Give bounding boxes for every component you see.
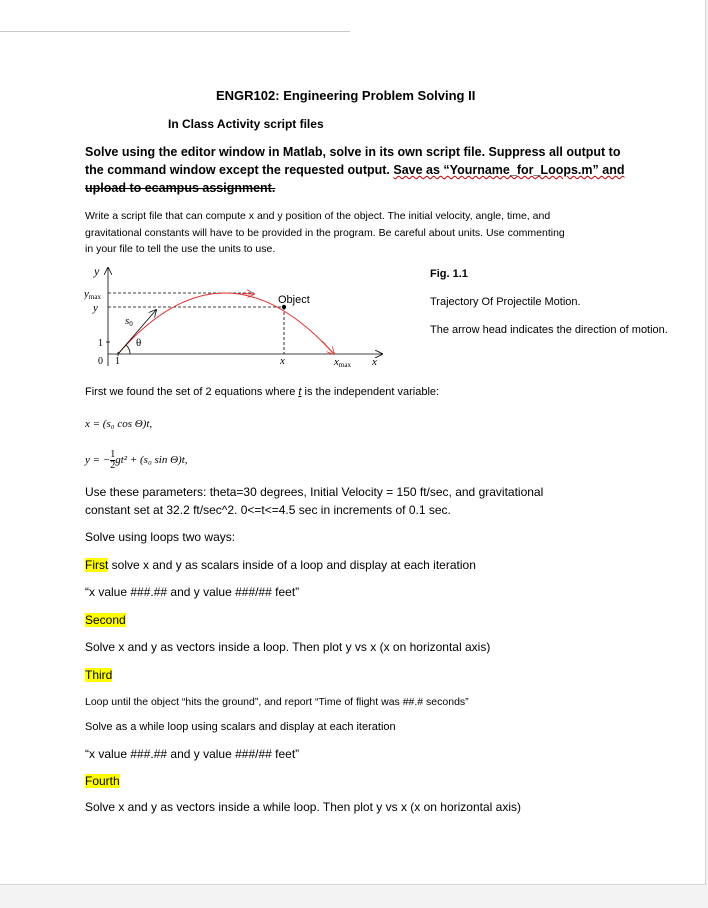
trajectory-arrow-top bbox=[242, 294, 254, 295]
first-label: First bbox=[85, 558, 109, 572]
trajectory-arrow-end bbox=[322, 341, 334, 354]
instruction-line-2 bbox=[85, 163, 624, 177]
second-text: Solve x and y as vectors inside a loop. Then plot y vs x (x on horizontal axis) bbox=[85, 640, 491, 654]
equations-intro-var: t bbox=[298, 386, 302, 398]
para-line-1: Write a script file that can compute x and y position of the object. The initial velocity, angle, time, and bbox=[85, 210, 551, 222]
instruction-line-2-text: the command window except the requested output. bbox=[85, 163, 394, 177]
params-line-1: Use these parameters: theta=30 degrees, Initial Velocity = 150 ft/sec, and gravitational bbox=[85, 485, 544, 499]
equations-intro-a: First we found the set of 2 equations where bbox=[85, 386, 299, 398]
second-label: Second bbox=[85, 613, 126, 627]
equation-y-den: 2 bbox=[110, 460, 116, 471]
ymax-label-text: y bbox=[84, 288, 89, 300]
doc-title: ENGR102: Engineering Problem Solving II bbox=[216, 88, 476, 103]
first-text: solve x and y as scalars inside of a loop and display at each iteration bbox=[108, 558, 476, 572]
y-mid-label: y bbox=[93, 302, 98, 314]
theta-label: θ bbox=[136, 337, 142, 349]
equation-y-rhs: gt² + (s₀ sin Θ)t, bbox=[115, 454, 188, 467]
equations-intro bbox=[85, 386, 439, 398]
third-label: Third bbox=[85, 668, 113, 682]
fourth-text: Solve x and y as vectors inside a while loop. Then plot y vs x (x on horizontal axis) bbox=[85, 800, 521, 814]
header-divider bbox=[0, 31, 350, 32]
s0-label-text: s bbox=[125, 315, 130, 327]
instruction-strikethrough-save: Save as “Yourname_for_Loops.m” and bbox=[393, 163, 625, 177]
figure-caption: Trajectory Of Projectile Motion. bbox=[430, 296, 581, 308]
equations-intro-b: is the independent variable: bbox=[301, 386, 440, 398]
figure-note: The arrow head indicates the direction of motion. bbox=[430, 324, 668, 336]
y-tick-one-label: 1 bbox=[98, 338, 103, 349]
x-axis-label: x bbox=[372, 356, 377, 368]
x-tick-one-label: 1 bbox=[115, 356, 120, 367]
equation-y-lhs: y = − bbox=[85, 454, 111, 467]
xmax-label-text: x bbox=[334, 356, 339, 368]
para-line-2: gravitational constants will have to be provided in the program. Be careful about units. Use commenting bbox=[85, 227, 565, 239]
doc-subtitle: In Class Activity script files bbox=[168, 117, 324, 131]
object-label: Object bbox=[278, 294, 310, 306]
ymax-label-sub: max bbox=[88, 293, 101, 301]
params-line-2: constant set at 32.2 ft/sec^2. 0<=t<=4.5 sec in increments of 0.1 sec. bbox=[85, 503, 451, 517]
y-axis-label: y bbox=[94, 264, 100, 278]
ymax-label bbox=[84, 288, 101, 301]
instruction-line-1: Solve using the editor window in Matlab, solve in its own script file. Suppress all output to bbox=[85, 145, 621, 159]
third-format: “x value ###.## and y value ###/## feet” bbox=[85, 747, 300, 761]
figure-label: Fig. 1.1 bbox=[430, 268, 468, 280]
x-mid-label: x bbox=[280, 355, 285, 367]
s0-label bbox=[125, 315, 133, 328]
equation-x: x = (s₀ cos Θ)t, bbox=[85, 418, 153, 430]
equation-y-num: 1 bbox=[110, 449, 116, 460]
s0-label-sub: 0 bbox=[129, 320, 133, 328]
equation-y bbox=[85, 450, 188, 471]
instruction-strikethrough-upload: upload to ecampus assignment. bbox=[85, 181, 276, 195]
first-format: “x value ###.## and y value ###/## feet” bbox=[85, 585, 300, 599]
fourth-label: Fourth bbox=[85, 774, 120, 788]
para-line-3: in your file to tell the use the units to use. bbox=[85, 243, 276, 255]
loops-intro: Solve using loops two ways: bbox=[85, 530, 236, 544]
xmax-label-sub: max bbox=[338, 361, 351, 369]
third-text-2: Solve as a while loop using scalars and display at each iteration bbox=[85, 721, 396, 733]
third-text-1: Loop until the object “hits the ground”, and report “Time of flight was ##.# seconds” bbox=[85, 696, 469, 708]
origin-label: 0 bbox=[98, 356, 103, 367]
xmax-label bbox=[333, 356, 351, 369]
projectile-figure bbox=[84, 262, 390, 374]
angle-arc bbox=[126, 345, 130, 354]
first-item bbox=[85, 558, 476, 572]
